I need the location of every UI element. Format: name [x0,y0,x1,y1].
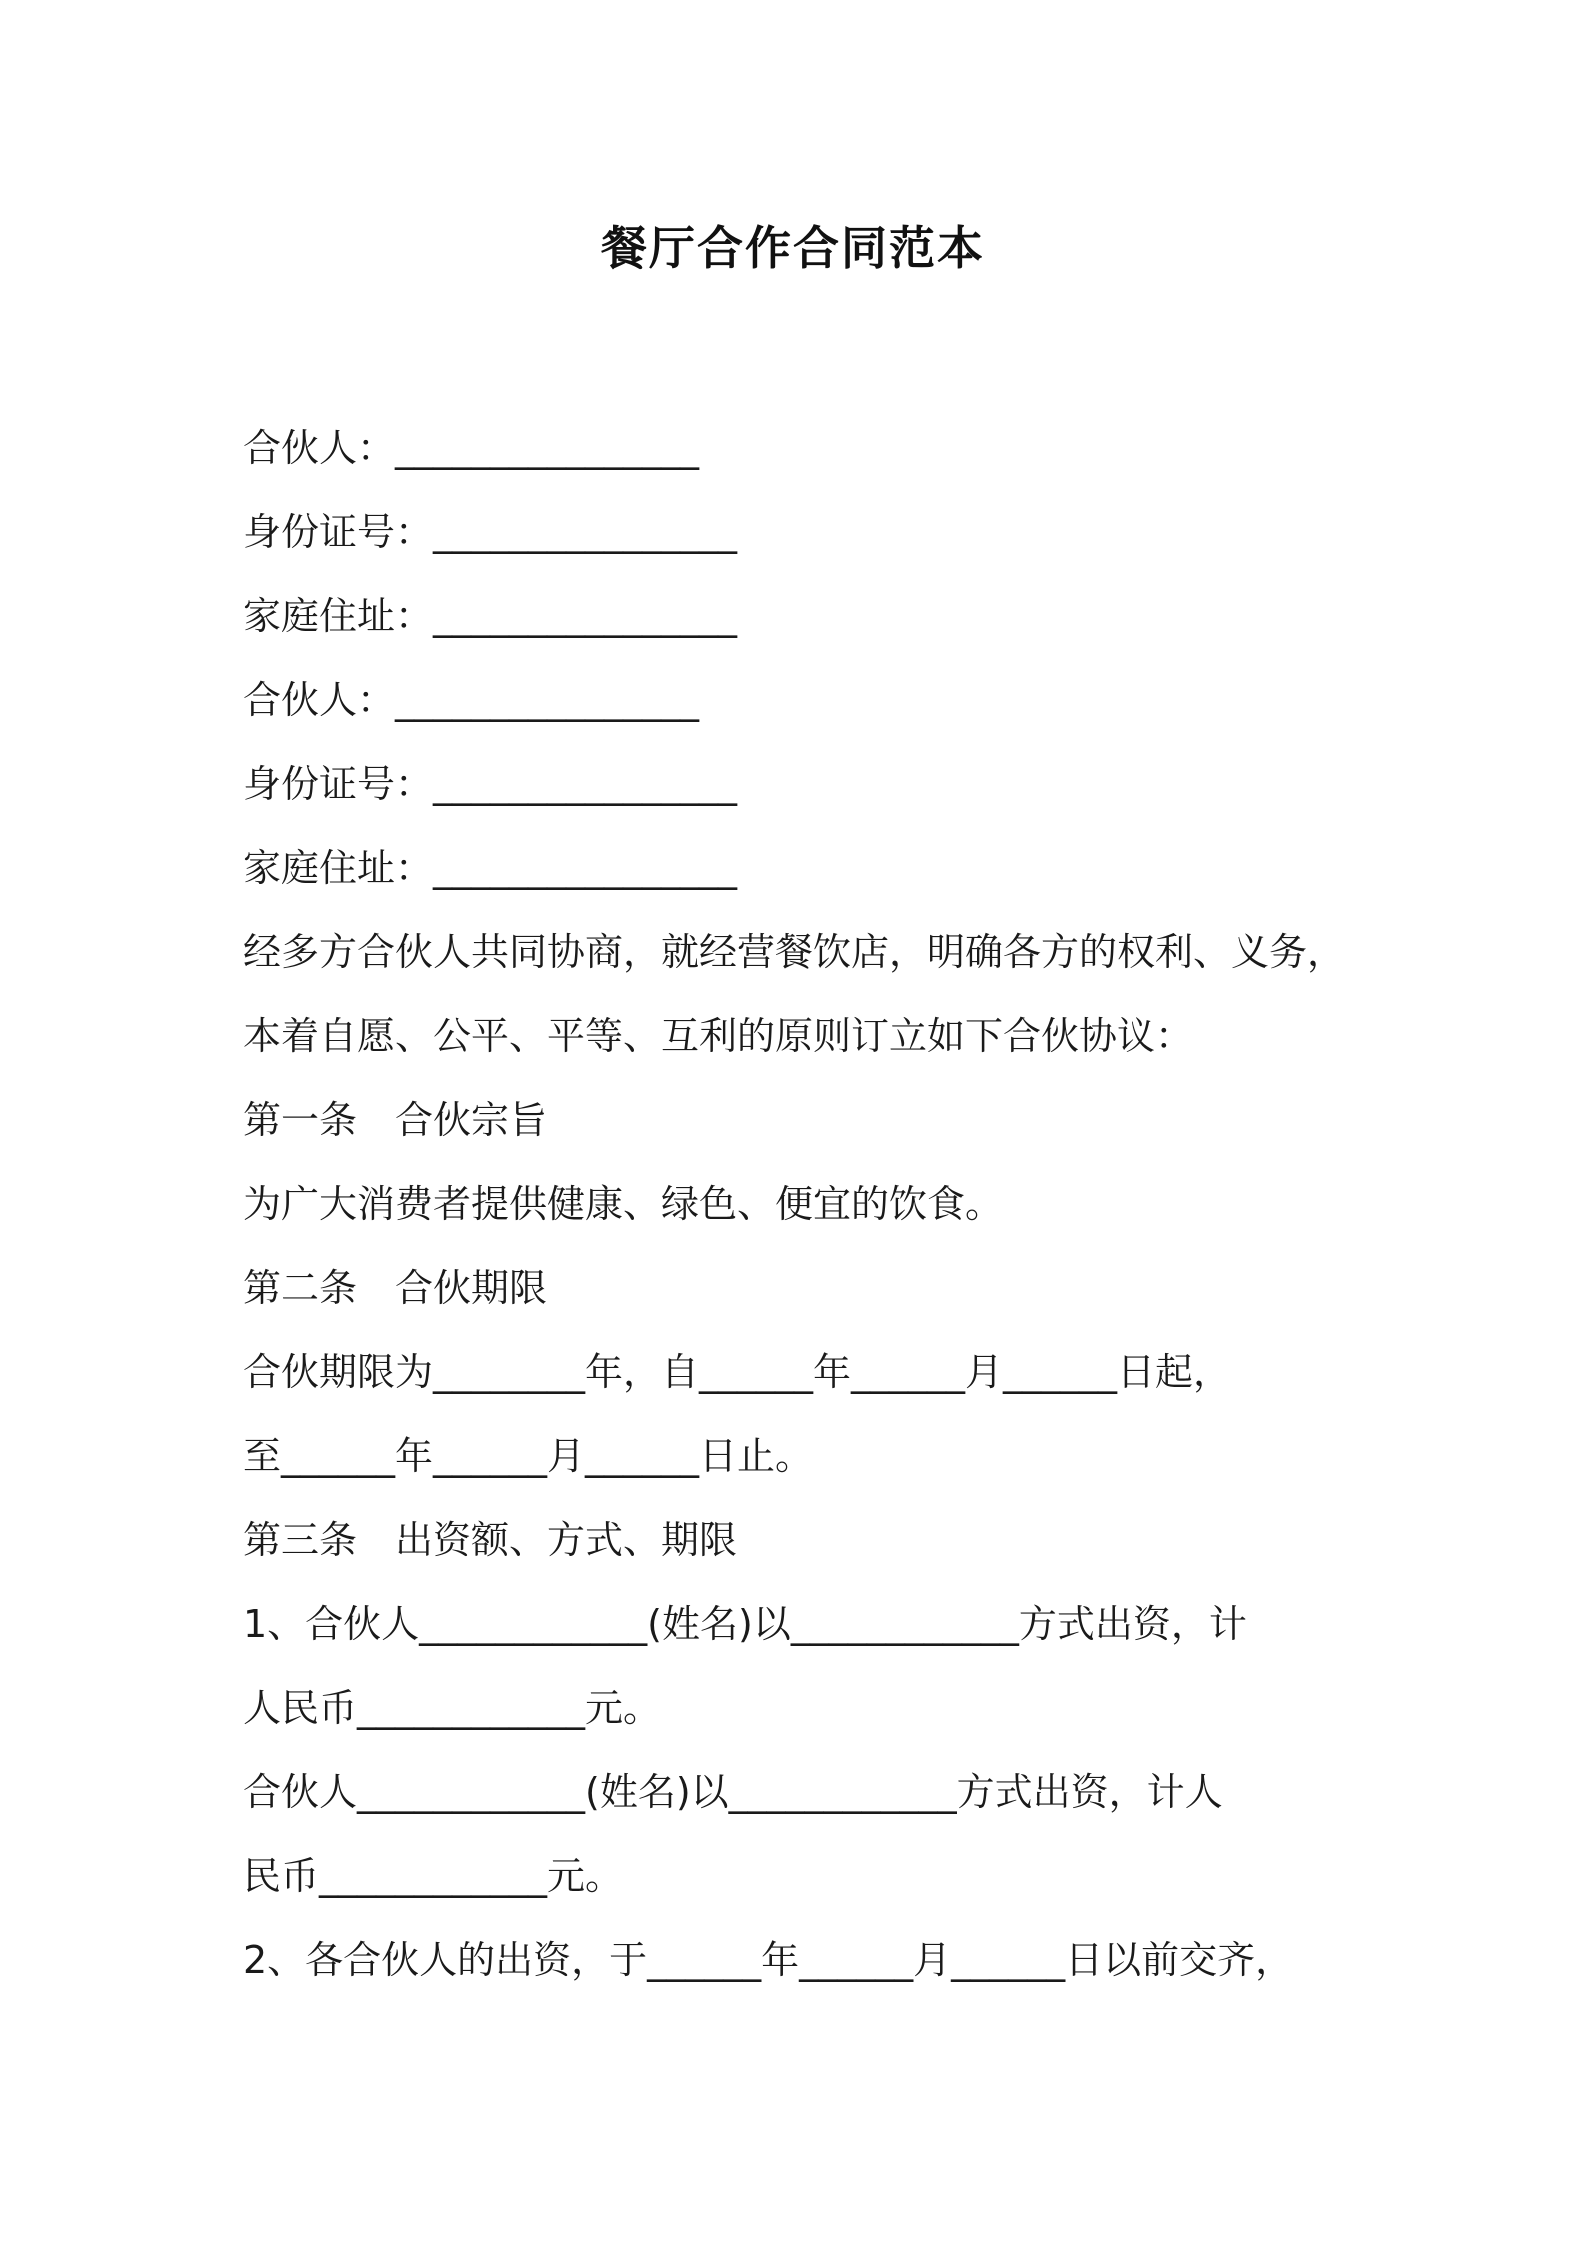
preamble-line: 本着自愿、公平、平等、互利的原则订立如下合伙协议： [243,1014,1194,1058]
partner-name-line: 合伙人：________________ [243,426,700,470]
partner-name-line: 合伙人：________________ [243,678,700,722]
article-heading: 第三条 出资额、方式、期限 [243,1518,738,1562]
document-body [243,406,1363,2002]
id-number-line: 身份证号：________________ [243,510,738,554]
article-text: 合伙期限为________年，自______年______月______日起， [243,1350,1232,1394]
article-text: 1、合伙人____________(姓名)以____________方式出资，计 [243,1602,1247,1646]
document-title: 餐厅合作合同范本 [601,221,985,275]
article-heading: 第一条 合伙宗旨 [243,1098,548,1142]
article-text: 人民币____________元。 [243,1686,662,1730]
home-address-line: 家庭住址：________________ [243,594,738,638]
article-text: 至______年______月______日止。 [243,1434,814,1478]
article-text: 2、各合伙人的出资，于______年______月______日以前交齐， [243,1938,1294,1982]
id-number-line: 身份证号：________________ [243,762,738,806]
home-address-line: 家庭住址：________________ [243,846,738,890]
article-text: 为广大消费者提供健康、绿色、便宜的饮食。 [243,1182,1004,1226]
article-text: 合伙人____________(姓名)以____________方式出资，计人 [243,1770,1223,1814]
article-text: 民币____________元。 [243,1854,624,1898]
article-heading: 第二条 合伙期限 [243,1266,548,1310]
preamble-line: 经多方合伙人共同协商，就经营餐饮店，明确各方的权利、义务， [243,930,1346,974]
